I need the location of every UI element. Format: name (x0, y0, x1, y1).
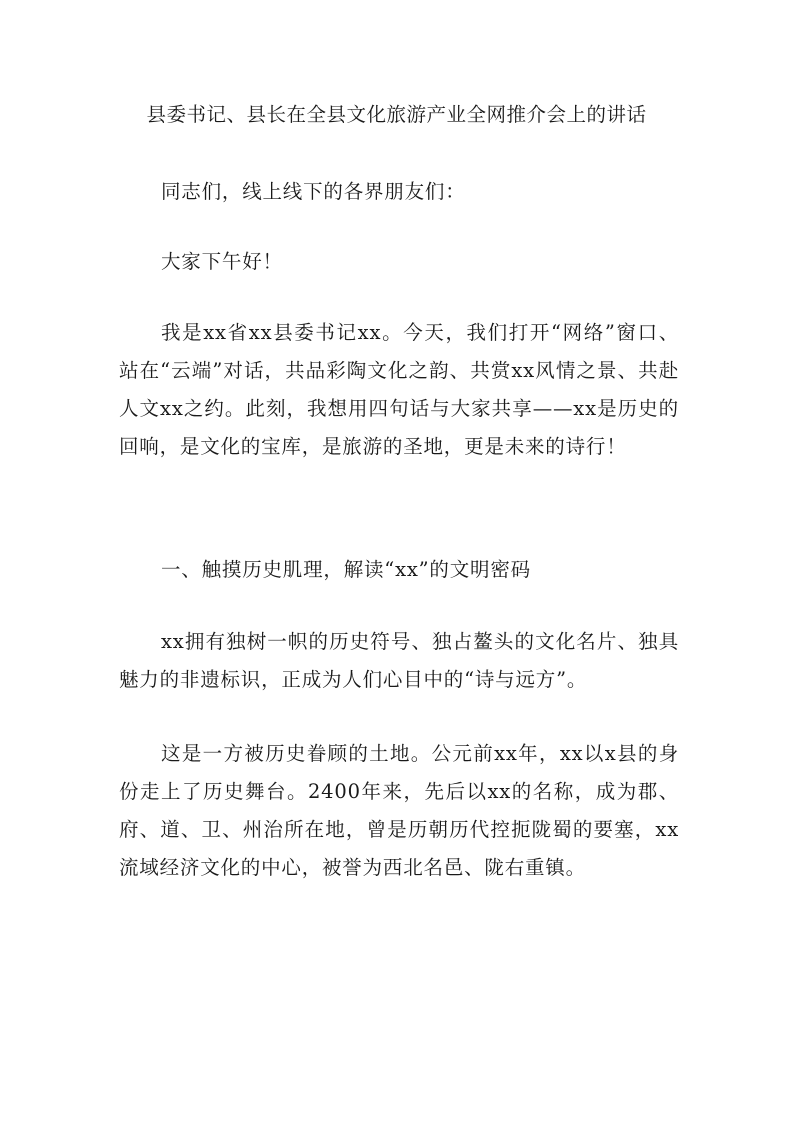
section-heading-1: 一、触摸历史肌理，解读“xx”的文明密码 (161, 558, 531, 581)
paragraph-salutation: 同志们，线上线下的各界朋友们： (161, 180, 466, 203)
paragraph-introduction: 我是xx省xx县委书记xx。今天，我们打开“网络”窗口、站在“云端”对话，共品彩陶文化之韵、共赏xx风情之景、共赴人文xx之约。此刻，我想用四句话与大家共享——xx是历史的回响，是文化的宝库，是旅游的圣地，更是未来的诗行！ (119, 321, 679, 458)
paragraph-history-land: 这是一方被历史眷顾的土地。公元前xx年，xx以x县的身份走上了历史舞台。2400年来，先后以xx的名称，成为郡、府、道、卫、州治所在地，曾是历朝历代控扼陇蜀的要塞，xx流域经济文化的中心，被誉为西北名邑、陇右重镇。 (119, 742, 679, 879)
paragraph-history-symbols: xx拥有独树一帜的历史符号、独占鳌头的文化名片、独具魅力的非遗标识，正成为人们心目中的“诗与远方”。 (119, 630, 679, 691)
document-title: 县委书记、县长在全县文化旅游产业全网推介会上的讲话 (146, 103, 647, 126)
paragraph-greeting: 大家下午好！ (161, 250, 283, 273)
